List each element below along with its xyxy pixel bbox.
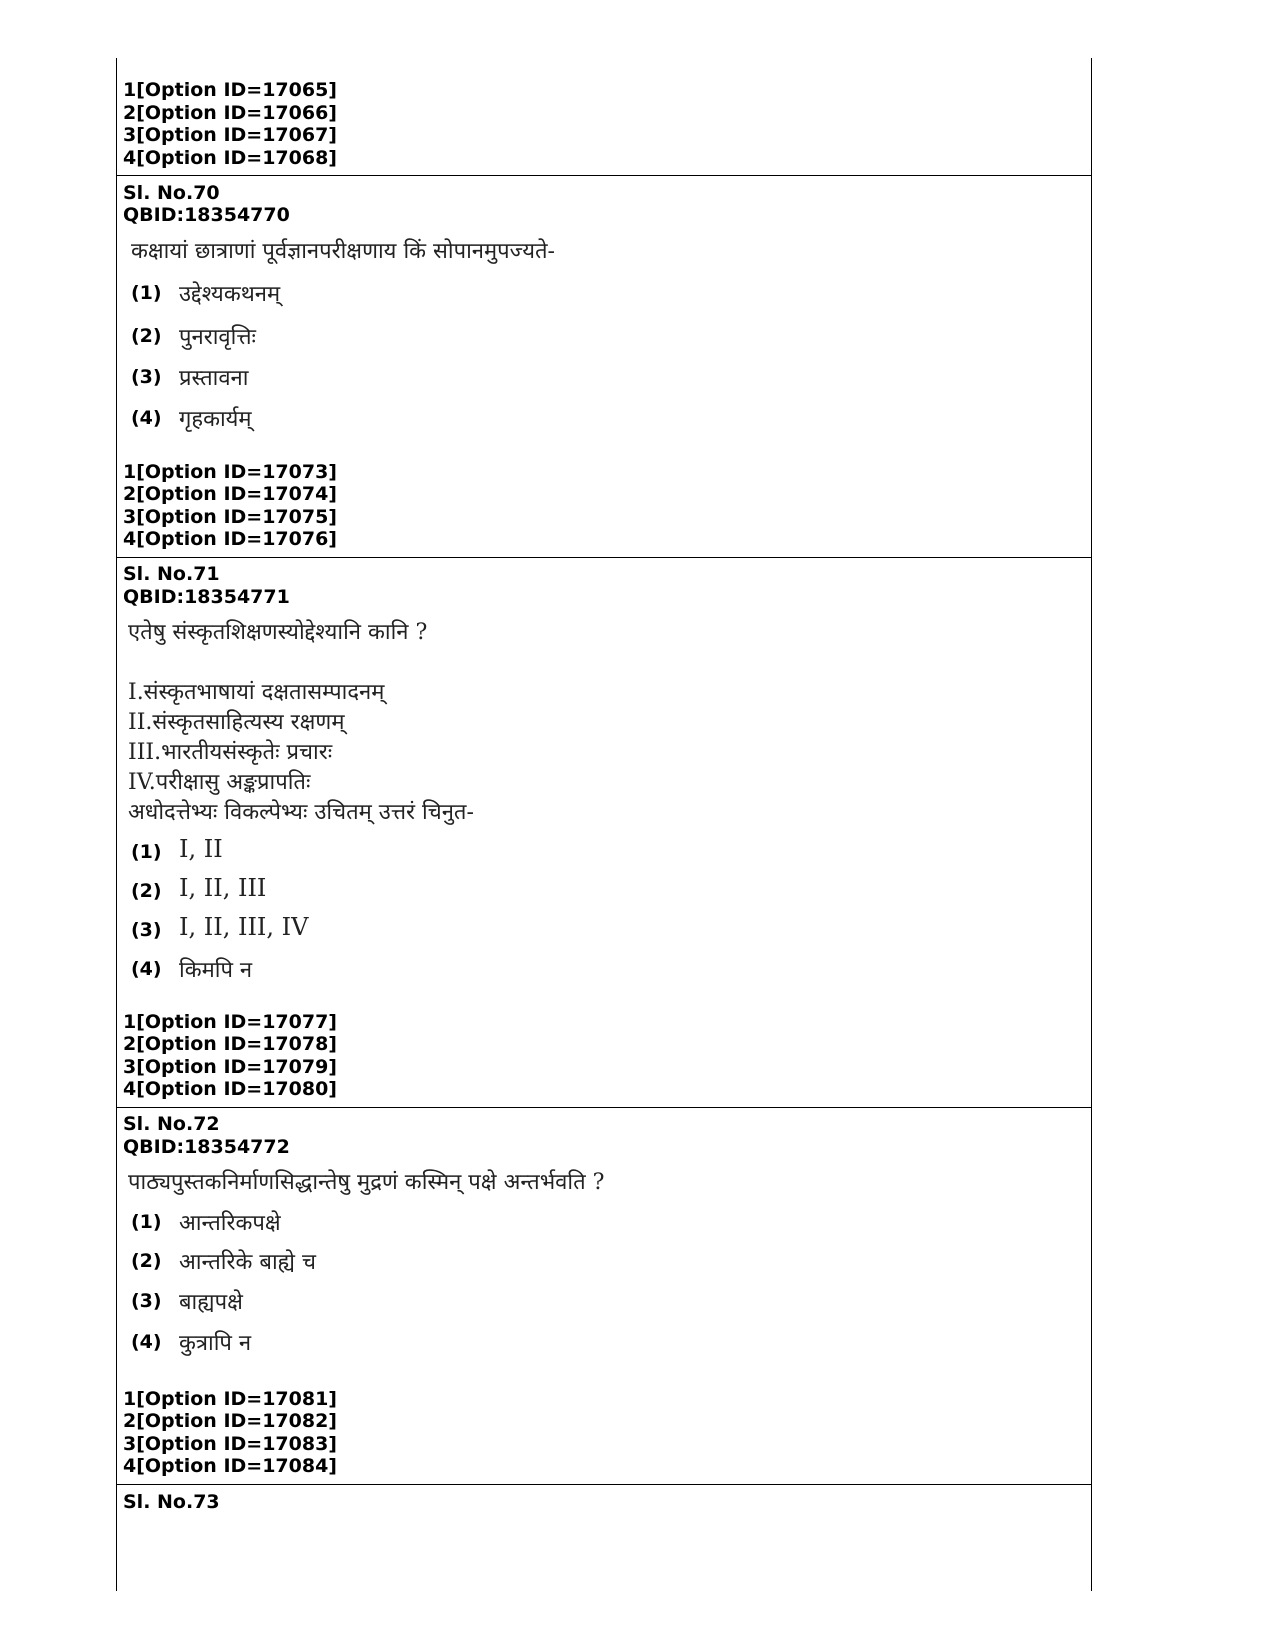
option-text: बाह्यपक्षे — [179, 1290, 243, 1315]
option-text: किमपि न — [179, 958, 253, 983]
option-text: I, II, III — [179, 874, 267, 902]
option-id-1: 1[Option ID=17081] — [123, 1388, 337, 1410]
qbid: QBID:18354772 — [123, 1136, 290, 1158]
serial-number: Sl. No.72 — [123, 1113, 220, 1135]
qbid: QBID:18354771 — [123, 586, 290, 608]
option-id-4: 4[Option ID=17068] — [123, 147, 337, 169]
question-text: पाठ्यपुस्तकनिर्माणसिद्धान्तेषु मुद्रणं कस्मिन् पक्षे अन्तर्भवति ? — [128, 1170, 605, 1195]
option-number: (4) — [131, 1331, 162, 1353]
question-block-73 — [117, 1485, 1091, 1591]
option-id-4: 4[Option ID=17076] — [123, 528, 337, 550]
option-id-2: 2[Option ID=17066] — [123, 102, 337, 124]
statement: II.संस्कृतसाहित्यस्य रक्षणम् — [128, 710, 345, 735]
statement: III.भारतीयसंस्कृतेः प्रचारः — [128, 740, 333, 765]
serial-number: Sl. No.70 — [123, 182, 220, 204]
option-id-3: 3[Option ID=17079] — [123, 1056, 337, 1078]
serial-number: Sl. No.71 — [123, 563, 220, 585]
question-block-72 — [117, 1108, 1091, 1484]
option-id-4: 4[Option ID=17080] — [123, 1078, 337, 1100]
option-text: कुत्रापि न — [179, 1331, 252, 1356]
question-text: कक्षायां छात्राणां पूर्वज्ञानपरीक्षणाय किं सोपानमुपज्यते- — [131, 239, 555, 264]
option-id-2: 2[Option ID=17082] — [123, 1410, 337, 1432]
option-text: उद्देश्यकथनम् — [179, 282, 281, 307]
option-number: (1) — [131, 841, 162, 863]
option-text: आन्तरिके बाह्ये च — [179, 1250, 316, 1275]
option-number: (2) — [131, 325, 162, 347]
option-number: (3) — [131, 1290, 162, 1312]
option-text: I, II, III, IV — [179, 913, 309, 941]
option-id-3: 3[Option ID=17075] — [123, 506, 337, 528]
option-id-1: 1[Option ID=17065] — [123, 79, 337, 101]
option-id-1: 1[Option ID=17077] — [123, 1011, 337, 1033]
option-text: प्रस्तावना — [179, 366, 249, 391]
option-id-3: 3[Option ID=17083] — [123, 1433, 337, 1455]
option-id-1: 1[Option ID=17073] — [123, 461, 337, 483]
question-block-71 — [117, 558, 1091, 1107]
option-number: (2) — [131, 880, 162, 902]
question-block-70 — [117, 176, 1091, 557]
option-number: (4) — [131, 958, 162, 980]
question-sheet — [116, 58, 1092, 1591]
option-number: (2) — [131, 1250, 162, 1272]
option-text: आन्तरिकपक्षे — [179, 1211, 281, 1236]
prev-question-option-ids — [117, 58, 1091, 176]
statement: IV.परीक्षासु अङ्कप्रापतिः — [128, 770, 311, 795]
option-number: (3) — [131, 919, 162, 941]
option-number: (4) — [131, 407, 162, 429]
instruction-text: अधोदत्तेभ्यः विकल्पेभ्यः उचितम् उत्तरं चिनुत- — [128, 800, 474, 825]
option-text: गृहकार्यम् — [179, 407, 252, 432]
serial-number: Sl. No.73 — [123, 1491, 220, 1513]
option-number: (3) — [131, 366, 162, 388]
qbid: QBID:18354770 — [123, 204, 290, 226]
option-number: (1) — [131, 282, 162, 304]
option-number: (1) — [131, 1211, 162, 1233]
option-id-2: 2[Option ID=17074] — [123, 483, 337, 505]
option-id-3: 3[Option ID=17067] — [123, 124, 337, 146]
option-id-2: 2[Option ID=17078] — [123, 1033, 337, 1055]
statement: I.संस्कृतभाषायां दक्षतासम्पादनम् — [128, 680, 385, 705]
option-text: I, II — [179, 835, 223, 863]
option-id-4: 4[Option ID=17084] — [123, 1455, 337, 1477]
question-text: एतेषु संस्कृतशिक्षणस्योद्देश्यानि कानि ? — [128, 620, 428, 645]
option-text: पुनरावृत्तिः — [179, 325, 256, 350]
